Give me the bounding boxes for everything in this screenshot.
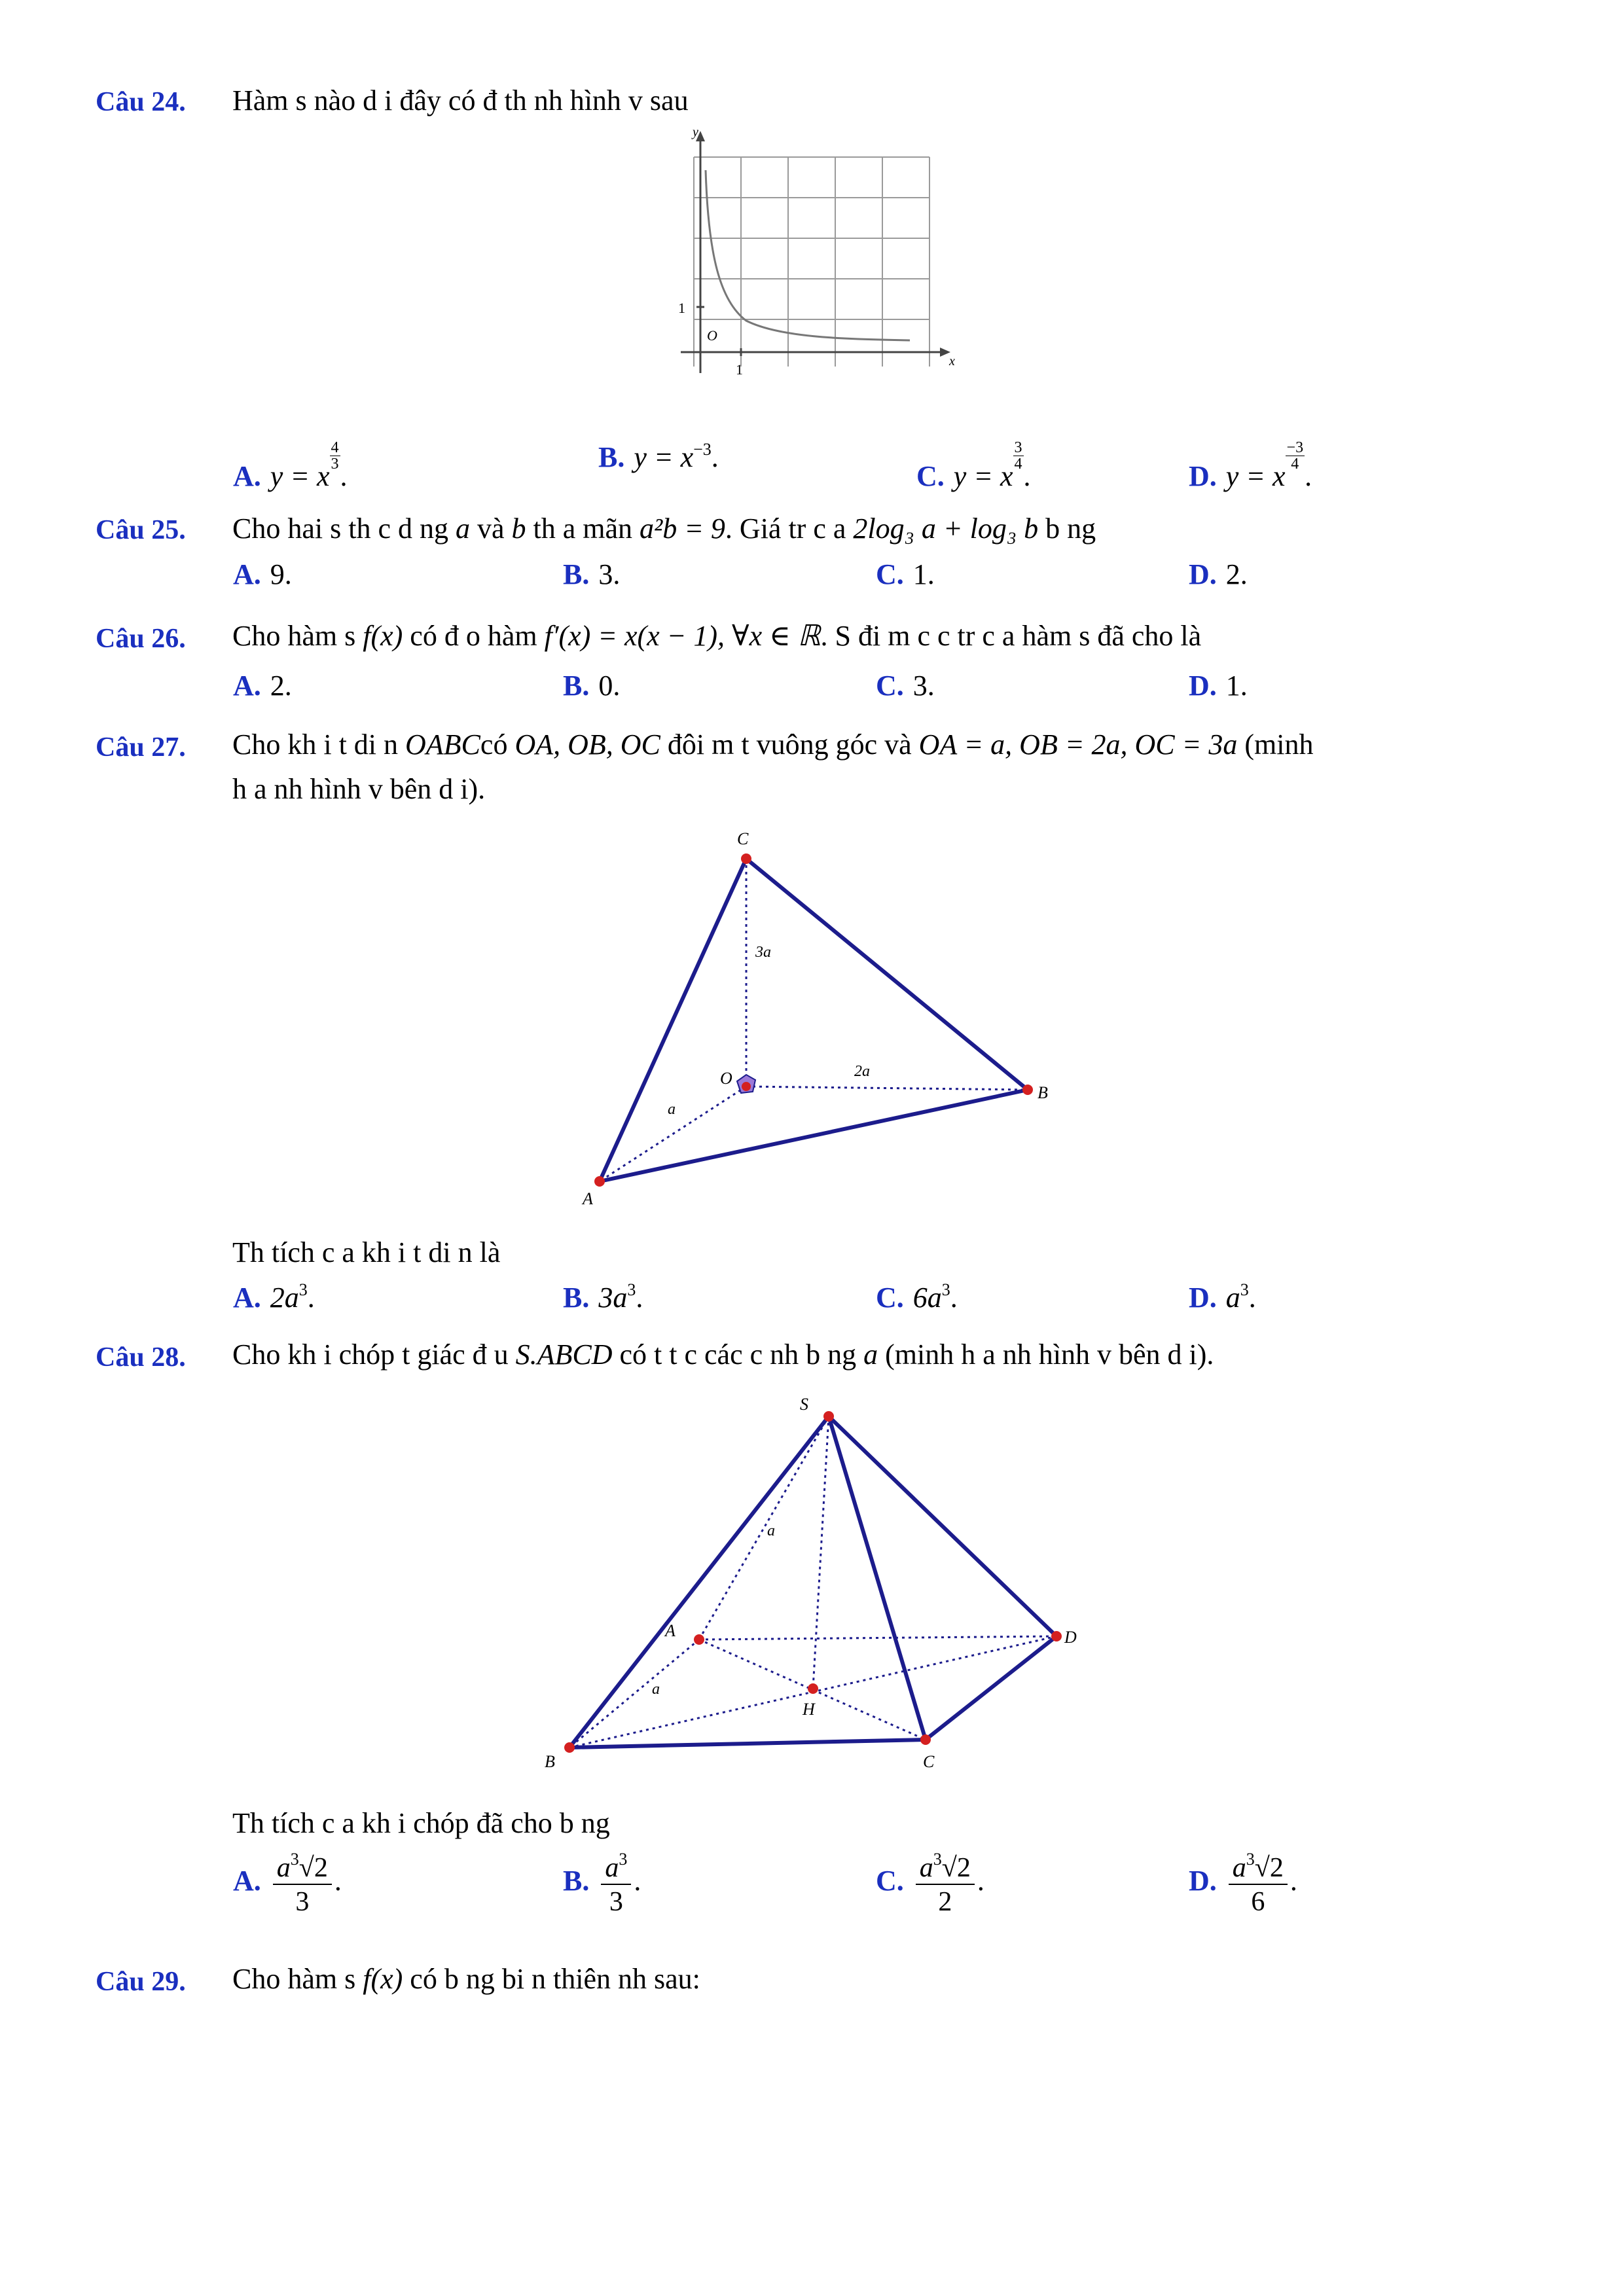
question-prompt-28: Th tích c a kh i chóp đã cho b ng xyxy=(232,1807,610,1839)
point-d xyxy=(1051,1631,1062,1641)
point-a xyxy=(594,1176,605,1187)
option-26-b: B. 0. xyxy=(563,670,621,702)
question-prompt-27: Th tích c a kh i t di n là xyxy=(232,1236,501,1268)
y-tick-label: 1 xyxy=(678,300,685,316)
point-c xyxy=(920,1734,931,1745)
label-s: S xyxy=(800,1395,808,1414)
option-27-a: A. $2a^3$. xyxy=(233,1280,315,1314)
question-number-28: Câu 28. xyxy=(96,1342,186,1372)
len-oa: a xyxy=(668,1101,676,1118)
option-27-d: D. $a^3$. xyxy=(1189,1280,1256,1314)
label-c: C xyxy=(923,1752,935,1771)
option-27-b: B. $3a^3$. xyxy=(563,1280,643,1314)
label-h: H xyxy=(803,1700,815,1719)
option-24-a: A. y = x $\frac{4}{3}$ . xyxy=(233,439,348,492)
origin-label: O xyxy=(707,327,717,344)
question-number-24: Câu 24. xyxy=(96,87,186,117)
x-tick-label: 1 xyxy=(736,361,743,378)
question-text-26: Cho hàm s f(x) có đ o hàm f′(x) = x(x − 1), ∀x ∈ ℝ. S đi m c c tr c a hàm s đã cho là xyxy=(232,620,1202,652)
question-number-25: Câu 25. xyxy=(96,515,186,545)
len-oc: 3a xyxy=(755,944,771,961)
question-text-27-line2: h a nh hình v bên d i). xyxy=(232,773,486,805)
question-number-29: Câu 29. xyxy=(96,1967,186,1997)
option-24-b: B. $y = x^{-3}$. xyxy=(598,440,719,473)
option-25-c: C. 1. xyxy=(876,558,935,590)
curve xyxy=(706,170,910,340)
label-d: D xyxy=(1064,1628,1077,1647)
point-h xyxy=(808,1683,818,1694)
option-26-a: A. 2. xyxy=(233,670,292,702)
point-c xyxy=(741,853,751,864)
option-28-d: D. $\frac{a^3√2}{6}$ . xyxy=(1189,1850,1297,1917)
point-o xyxy=(742,1082,751,1091)
option-28-c: C. $\frac{a^3√2}{2}$ . xyxy=(876,1850,984,1917)
label-a: A xyxy=(665,1621,676,1640)
len-ob: 2a xyxy=(854,1063,870,1080)
option-27-c: C. $6a^3$. xyxy=(876,1280,958,1314)
label-a: A xyxy=(583,1189,593,1208)
y-axis-label: y xyxy=(693,125,698,139)
question-text-27: Cho kh i t di n OABCcó OA, OB, OC đôi m t vuông góc và OA = a, OB = 2a, OC = 3a (minh xyxy=(232,728,1314,761)
option-24-d: D. y = x $\frac{-3}{4}$ . xyxy=(1189,439,1312,492)
question-number-26: Câu 26. xyxy=(96,624,186,654)
x-axis-label: x xyxy=(949,354,955,368)
question-text-25: Cho hai s th c d ng a và b th a mãn a²b = 9. Giá tr c a 2log₃ a + log₃ b b ng xyxy=(232,512,1096,545)
point-s xyxy=(823,1411,834,1422)
label-b: B xyxy=(1038,1083,1048,1102)
point-b xyxy=(1022,1085,1033,1095)
point-b xyxy=(564,1742,575,1753)
option-28-a: A. $\frac{a^3√2}{3}$ . xyxy=(233,1850,342,1917)
label-b: B xyxy=(545,1752,555,1771)
question-text-24: Hàm s nào d i đây có đ th nh hình v sau xyxy=(232,84,689,117)
option-28-b: B. $\frac{a^3}{3}$ . xyxy=(563,1850,641,1917)
option-24-c: C. y = x $\frac{3}{4}$ . xyxy=(916,439,1031,492)
label-c: C xyxy=(737,829,749,848)
question-text-28: Cho kh i chóp t giác đ u S.ABCD có t t c các c nh b ng a (minh h a nh hình v bên d i). xyxy=(232,1338,1214,1371)
len-ab: a xyxy=(652,1681,660,1698)
figure-q28-pyramid xyxy=(537,1394,1126,1787)
option-26-d: D. 1. xyxy=(1189,670,1248,702)
option-25-a: A. 9. xyxy=(233,558,292,590)
question-text-29: Cho hàm s f(x) có b ng bi n thiên nh sau: xyxy=(232,1963,700,1995)
figure-q27-tetrahedron xyxy=(556,825,1080,1217)
point-a xyxy=(694,1634,704,1645)
question-number-27: Câu 27. xyxy=(96,732,186,762)
option-25-d: D. 2. xyxy=(1189,558,1248,590)
option-25-b: B. 3. xyxy=(563,558,621,590)
len-sa: a xyxy=(767,1522,775,1539)
graph-q24 xyxy=(655,124,969,386)
label-o: O xyxy=(720,1069,732,1088)
option-26-c: C. 3. xyxy=(876,670,935,702)
